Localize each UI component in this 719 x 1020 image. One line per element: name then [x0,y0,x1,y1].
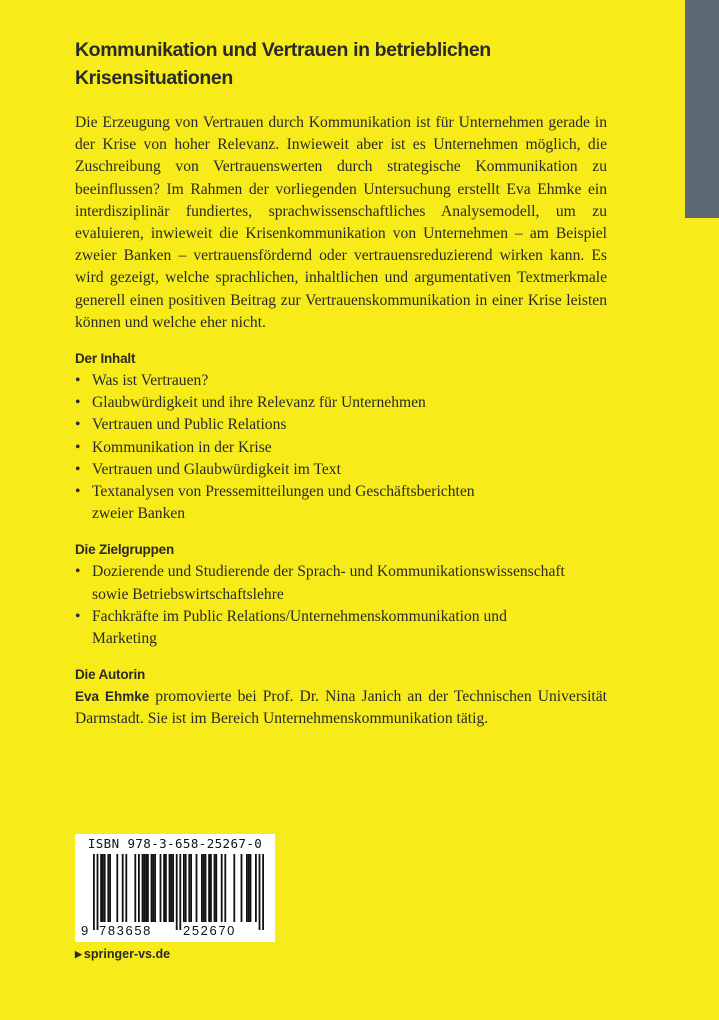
barcode-bar [210,854,212,922]
barcode-bar [122,854,124,922]
barcode-bar [259,854,261,930]
list-item: • Was ist Vertrauen? [75,370,607,392]
barcode-bar [262,854,264,930]
barcode-bar [125,854,127,922]
barcode-bar [142,854,144,922]
barcode-bar [104,854,106,922]
book-title-line-2: Krisensituationen [75,67,233,89]
barcode-bar [154,854,156,922]
barcode-bar [241,854,243,922]
list-item: • Vertrauen und Public Relations [75,414,607,436]
barcode-bar [93,854,95,930]
barcode-bar [160,854,162,922]
list-item: • Dozierende und Studierende der Sprach- und Kommunikationswissenschaft sowie Betriebswirtschaftslehre [75,561,607,605]
barcode-bar [201,854,203,922]
barcode-bar [179,854,181,930]
publisher-link[interactable] [75,945,170,964]
barcode-bar [176,854,178,930]
barcode-bar [214,854,216,922]
barcode-digits-left: 783658 [99,923,152,938]
section-heading-inhalt: Der Inhalt [75,351,136,367]
barcode-bar [143,854,145,922]
barcode-bar [188,854,190,922]
barcode-bar [169,854,171,922]
inhalt-list [75,370,607,525]
list-item: • Vertrauen und Glaubwürdigkeit im Text [75,459,607,481]
author-bio-text: promovierte bei Prof. Dr. Nina Janich an der Technischen Universität Darmstadt. Sie ist im Bereich Unternehmenskommunikation tätig. [75,688,607,728]
book-title [75,36,607,92]
list-item: • Kommunikation in der Krise [75,437,607,459]
section-heading-autorin: Die Autorin [75,667,146,683]
barcode-bar [255,854,257,922]
list-item: • Glaubwürdigkeit und ihre Relevanz für Unternehmen [75,392,607,414]
barcode-bar [183,854,185,922]
triangle-right-icon: ▶ [75,949,82,959]
barcode-bar [165,854,167,922]
barcode-bar [152,854,154,922]
barcode-bar [109,854,111,922]
list-item: • Textanalysen von Pressemitteilungen und Geschäftsberichten zweier Banken [75,481,607,525]
barcode-bar [172,854,174,922]
book-title-line-1: Kommunikation und Vertrauen in betrieblichen [75,39,491,61]
author-name: Eva Ehmke [75,689,150,705]
barcode-bar [147,854,149,922]
barcode-digit-first: 9 [81,923,89,938]
barcode-bar [97,854,99,930]
barcode-bar [100,854,102,922]
barcode-bar [205,854,207,922]
isbn-barcode [75,834,275,942]
barcode-bar [224,854,226,922]
barcode-bar [208,854,210,922]
barcode-bar [185,854,187,922]
list-item: • Fachkräfte im Public Relations/Unternehmenskommunikation und Marketing [75,606,607,650]
barcode-bar [145,854,147,922]
barcode-bar [151,854,153,922]
barcode-bar [215,854,217,922]
barcode-bar [102,854,104,922]
author-bio [75,686,607,730]
barcode-bar [163,854,165,922]
barcode-bar [221,854,223,922]
barcode-bar [250,854,252,922]
barcode-bar [170,854,172,922]
back-cover-content [75,36,607,731]
zielgruppen-list [75,561,607,650]
barcode-bar [134,854,136,922]
barcode-bar [190,854,192,922]
barcode-bar [196,854,198,922]
barcode-bar [116,854,118,922]
publisher-url: springer-vs.de [83,947,171,961]
barcode-bar [233,854,235,922]
section-heading-zielgruppen: Die Zielgruppen [75,542,175,558]
blurb-paragraph: Die Erzeugung von Vertrauen durch Kommunikation ist für Unternehmen gerade in der Krise von hoher Relevanz. Inwieweit aber ist es Unternehmen möglich, die Zuschreibung von Vertrauenswerten durch strategische Kommunikation zu beeinflussen? Im Rahmen der vorliegenden Untersuchung erstellt Eva Ehmke ein interdisziplinär fundiertes, sprachwissenschaftliches Analysemodell, um zu evaluieren, inwieweit die Krisenkommunikation von Unternehmen – am Beispiel zweier Banken – vertrauensfördernd oder vertrauensreduzierend wirken kann. Es wird gezeigt, welche sprachlichen, inhaltlichen und argumentativen Textmerkmale generell einen positiven Beitrag zur Vertrauenskommunikation in einer Krise leisten können und welche eher nicht. [75,114,607,331]
barcode-bar [248,854,250,922]
barcode-bar [107,854,109,922]
grey-edge-tab [685,0,719,218]
barcode-bar [203,854,205,922]
barcode-bar [246,854,248,922]
barcode-digits-right: 252670 [183,923,236,938]
barcode-bar [138,854,140,922]
isbn-label: ISBN 978-3-658-25267-0 [87,836,263,851]
